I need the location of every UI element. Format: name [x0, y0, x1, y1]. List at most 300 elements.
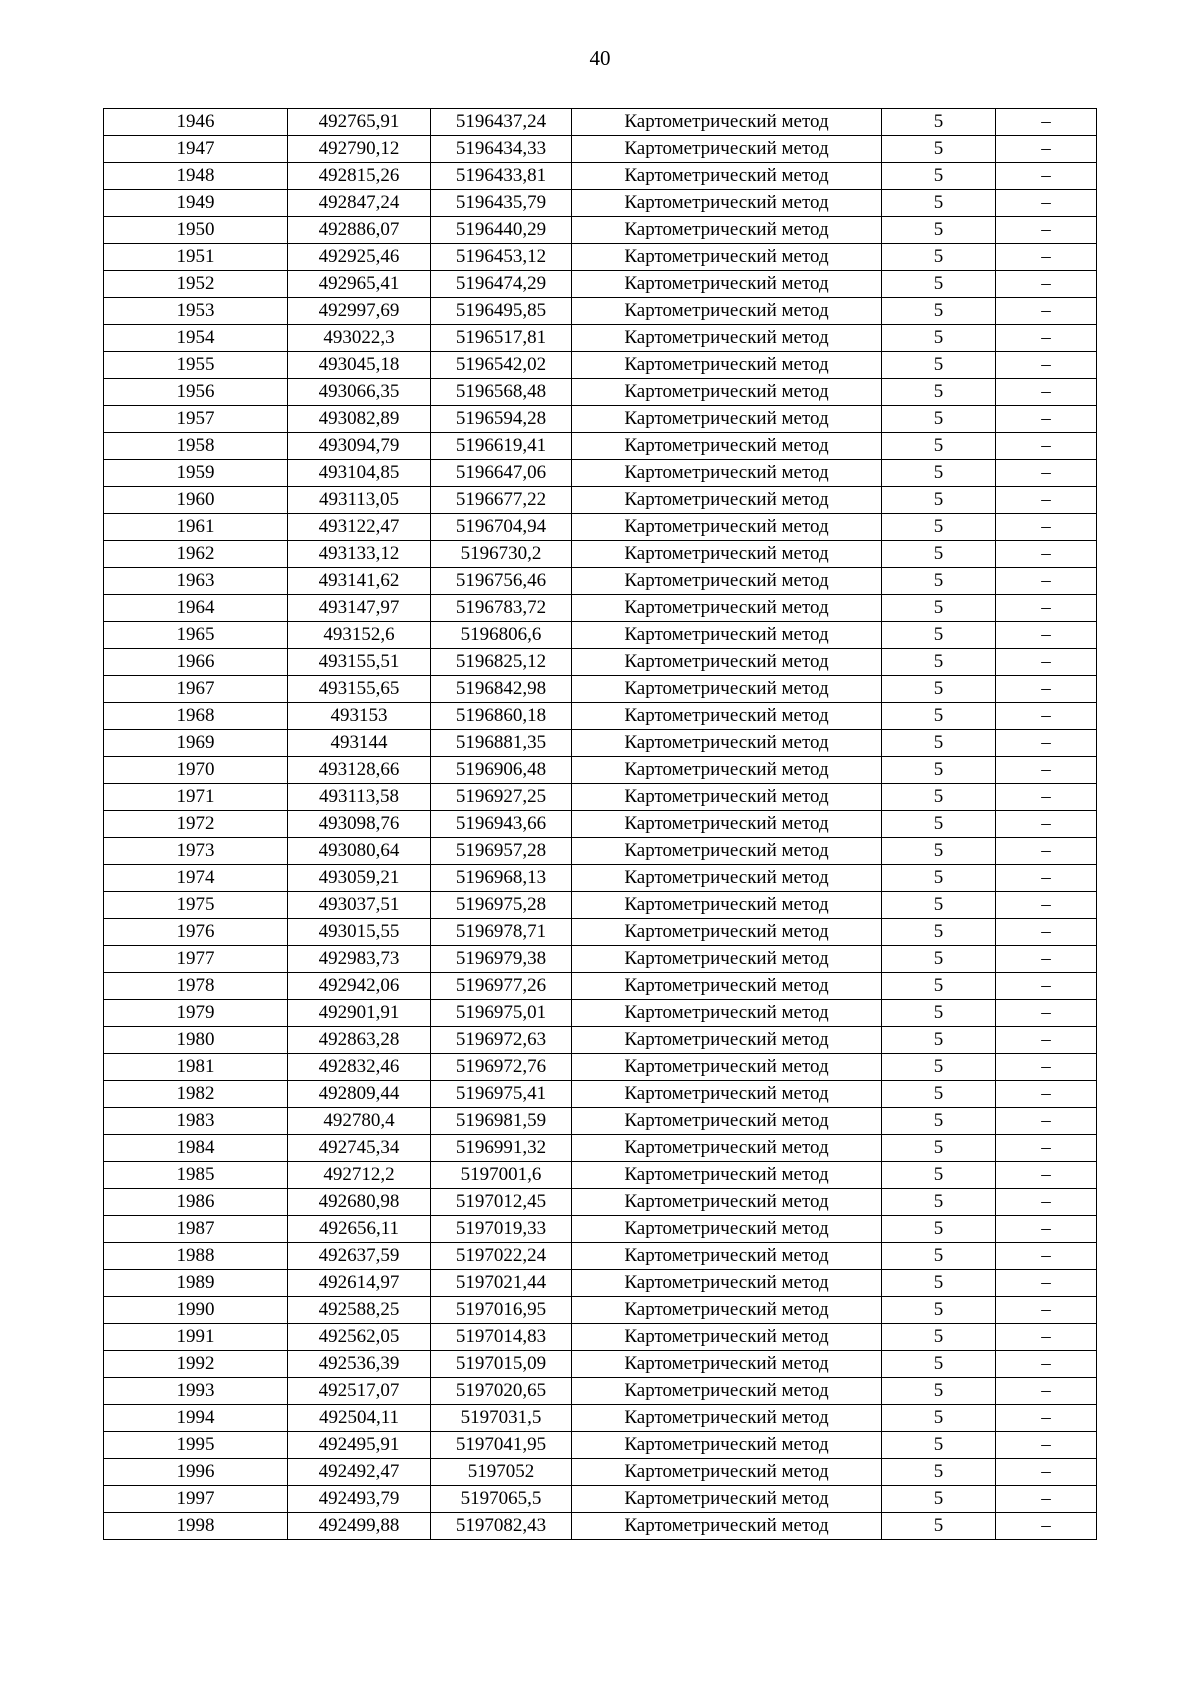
note-cell: – — [996, 433, 1097, 460]
point-number-cell: 1983 — [104, 1108, 288, 1135]
x-coordinate-cell: 492493,79 — [288, 1486, 431, 1513]
table-row — [104, 1108, 1097, 1135]
x-coordinate-cell: 492886,07 — [288, 217, 431, 244]
x-coordinate-cell: 492745,34 — [288, 1135, 431, 1162]
accuracy-cell: 5 — [882, 460, 996, 487]
point-number-cell: 1952 — [104, 271, 288, 298]
x-coordinate-cell: 492942,06 — [288, 973, 431, 1000]
note-cell: – — [996, 1216, 1097, 1243]
y-coordinate-cell: 5196977,26 — [431, 973, 572, 1000]
method-cell: Картометрический метод — [572, 838, 882, 865]
x-coordinate-cell: 493113,58 — [288, 784, 431, 811]
y-coordinate-cell: 5197012,45 — [431, 1189, 572, 1216]
y-coordinate-cell: 5197052 — [431, 1459, 572, 1486]
point-number-cell: 1953 — [104, 298, 288, 325]
point-number-cell: 1995 — [104, 1432, 288, 1459]
table-row — [104, 352, 1097, 379]
x-coordinate-cell: 492983,73 — [288, 946, 431, 973]
method-cell: Картометрический метод — [572, 1459, 882, 1486]
y-coordinate-cell: 5196568,48 — [431, 379, 572, 406]
x-coordinate-cell: 493155,65 — [288, 676, 431, 703]
y-coordinate-cell: 5196495,85 — [431, 298, 572, 325]
accuracy-cell: 5 — [882, 1135, 996, 1162]
method-cell: Картометрический метод — [572, 1216, 882, 1243]
point-number-cell: 1962 — [104, 541, 288, 568]
x-coordinate-cell: 493015,55 — [288, 919, 431, 946]
x-coordinate-cell: 492562,05 — [288, 1324, 431, 1351]
method-cell: Картометрический метод — [572, 730, 882, 757]
table-row — [104, 406, 1097, 433]
table-row — [104, 487, 1097, 514]
point-number-cell: 1996 — [104, 1459, 288, 1486]
accuracy-cell: 5 — [882, 541, 996, 568]
table-row — [104, 298, 1097, 325]
method-cell: Картометрический метод — [572, 1270, 882, 1297]
table-row — [104, 568, 1097, 595]
table-row — [104, 136, 1097, 163]
method-cell: Картометрический метод — [572, 1081, 882, 1108]
method-cell: Картометрический метод — [572, 1189, 882, 1216]
x-coordinate-cell: 493144 — [288, 730, 431, 757]
note-cell: – — [996, 1135, 1097, 1162]
note-cell: – — [996, 892, 1097, 919]
method-cell: Картометрический метод — [572, 811, 882, 838]
point-number-cell: 1978 — [104, 973, 288, 1000]
method-cell: Картометрический метод — [572, 514, 882, 541]
note-cell: – — [996, 1432, 1097, 1459]
accuracy-cell: 5 — [882, 676, 996, 703]
point-number-cell: 1986 — [104, 1189, 288, 1216]
method-cell: Картометрический метод — [572, 892, 882, 919]
table-row — [104, 1324, 1097, 1351]
accuracy-cell: 5 — [882, 1054, 996, 1081]
point-number-cell: 1997 — [104, 1486, 288, 1513]
accuracy-cell: 5 — [882, 703, 996, 730]
table-row — [104, 649, 1097, 676]
point-number-cell: 1993 — [104, 1378, 288, 1405]
table-row — [104, 244, 1097, 271]
y-coordinate-cell: 5196978,71 — [431, 919, 572, 946]
note-cell: – — [996, 649, 1097, 676]
note-cell: – — [996, 838, 1097, 865]
table-row — [104, 1486, 1097, 1513]
note-cell: – — [996, 865, 1097, 892]
point-number-cell: 1994 — [104, 1405, 288, 1432]
x-coordinate-cell: 493022,3 — [288, 325, 431, 352]
y-coordinate-cell: 5197014,83 — [431, 1324, 572, 1351]
note-cell: – — [996, 703, 1097, 730]
note-cell: – — [996, 1243, 1097, 1270]
point-number-cell: 1959 — [104, 460, 288, 487]
note-cell: – — [996, 946, 1097, 973]
x-coordinate-cell: 492588,25 — [288, 1297, 431, 1324]
point-number-cell: 1963 — [104, 568, 288, 595]
note-cell: – — [996, 757, 1097, 784]
point-number-cell: 1976 — [104, 919, 288, 946]
note-cell: – — [996, 676, 1097, 703]
table-row — [104, 946, 1097, 973]
x-coordinate-cell: 492863,28 — [288, 1027, 431, 1054]
method-cell: Картометрический метод — [572, 379, 882, 406]
y-coordinate-cell: 5196594,28 — [431, 406, 572, 433]
x-coordinate-cell: 493128,66 — [288, 757, 431, 784]
accuracy-cell: 5 — [882, 325, 996, 352]
point-number-cell: 1968 — [104, 703, 288, 730]
method-cell: Картометрический метод — [572, 1135, 882, 1162]
accuracy-cell: 5 — [882, 1405, 996, 1432]
x-coordinate-cell: 493104,85 — [288, 460, 431, 487]
accuracy-cell: 5 — [882, 784, 996, 811]
note-cell: – — [996, 1351, 1097, 1378]
method-cell: Картометрический метод — [572, 1108, 882, 1135]
y-coordinate-cell: 5196730,2 — [431, 541, 572, 568]
method-cell: Картометрический метод — [572, 1027, 882, 1054]
note-cell: – — [996, 1324, 1097, 1351]
note-cell: – — [996, 163, 1097, 190]
accuracy-cell: 5 — [882, 1081, 996, 1108]
point-number-cell: 1966 — [104, 649, 288, 676]
note-cell: – — [996, 379, 1097, 406]
method-cell: Картометрический метод — [572, 1432, 882, 1459]
x-coordinate-cell: 492536,39 — [288, 1351, 431, 1378]
accuracy-cell: 5 — [882, 811, 996, 838]
accuracy-cell: 5 — [882, 892, 996, 919]
x-coordinate-cell: 493153 — [288, 703, 431, 730]
table-row — [104, 163, 1097, 190]
note-cell: – — [996, 784, 1097, 811]
accuracy-cell: 5 — [882, 649, 996, 676]
accuracy-cell: 5 — [882, 352, 996, 379]
accuracy-cell: 5 — [882, 1486, 996, 1513]
note-cell: – — [996, 487, 1097, 514]
accuracy-cell: 5 — [882, 379, 996, 406]
accuracy-cell: 5 — [882, 1000, 996, 1027]
x-coordinate-cell: 492680,98 — [288, 1189, 431, 1216]
point-number-cell: 1992 — [104, 1351, 288, 1378]
table-row — [104, 973, 1097, 1000]
method-cell: Картометрический метод — [572, 325, 882, 352]
method-cell: Картометрический метод — [572, 217, 882, 244]
point-number-cell: 1970 — [104, 757, 288, 784]
method-cell: Картометрический метод — [572, 865, 882, 892]
x-coordinate-cell: 492637,59 — [288, 1243, 431, 1270]
method-cell: Картометрический метод — [572, 298, 882, 325]
point-number-cell: 1989 — [104, 1270, 288, 1297]
method-cell: Картометрический метод — [572, 352, 882, 379]
y-coordinate-cell: 5196881,35 — [431, 730, 572, 757]
table-row — [104, 433, 1097, 460]
note-cell: – — [996, 622, 1097, 649]
table-row — [104, 757, 1097, 784]
accuracy-cell: 5 — [882, 1189, 996, 1216]
accuracy-cell: 5 — [882, 487, 996, 514]
table-row — [104, 1351, 1097, 1378]
x-coordinate-cell: 492765,91 — [288, 109, 431, 136]
x-coordinate-cell: 492492,47 — [288, 1459, 431, 1486]
accuracy-cell: 5 — [882, 1162, 996, 1189]
y-coordinate-cell: 5197020,65 — [431, 1378, 572, 1405]
table-row — [104, 919, 1097, 946]
point-number-cell: 1974 — [104, 865, 288, 892]
method-cell: Картометрический метод — [572, 676, 882, 703]
y-coordinate-cell: 5196756,46 — [431, 568, 572, 595]
point-number-cell: 1967 — [104, 676, 288, 703]
method-cell: Картометрический метод — [572, 973, 882, 1000]
table-row — [104, 811, 1097, 838]
point-number-cell: 1964 — [104, 595, 288, 622]
method-cell: Картометрический метод — [572, 1405, 882, 1432]
note-cell: – — [996, 1459, 1097, 1486]
accuracy-cell: 5 — [882, 406, 996, 433]
table-row — [104, 1216, 1097, 1243]
method-cell: Картометрический метод — [572, 649, 882, 676]
method-cell: Картометрический метод — [572, 271, 882, 298]
point-number-cell: 1977 — [104, 946, 288, 973]
note-cell: – — [996, 352, 1097, 379]
table-row — [104, 1189, 1097, 1216]
point-number-cell: 1984 — [104, 1135, 288, 1162]
table-row — [104, 541, 1097, 568]
y-coordinate-cell: 5196991,32 — [431, 1135, 572, 1162]
note-cell: – — [996, 460, 1097, 487]
y-coordinate-cell: 5196975,01 — [431, 1000, 572, 1027]
point-number-cell: 1980 — [104, 1027, 288, 1054]
method-cell: Картометрический метод — [572, 1324, 882, 1351]
note-cell: – — [996, 811, 1097, 838]
x-coordinate-cell: 492809,44 — [288, 1081, 431, 1108]
accuracy-cell: 5 — [882, 1324, 996, 1351]
x-coordinate-cell: 492780,4 — [288, 1108, 431, 1135]
table-row — [104, 379, 1097, 406]
table-row — [104, 1513, 1097, 1540]
accuracy-cell: 5 — [882, 163, 996, 190]
note-cell: – — [996, 271, 1097, 298]
x-coordinate-cell: 492997,69 — [288, 298, 431, 325]
y-coordinate-cell: 5196474,29 — [431, 271, 572, 298]
accuracy-cell: 5 — [882, 730, 996, 757]
y-coordinate-cell: 5196433,81 — [431, 163, 572, 190]
y-coordinate-cell: 5196906,48 — [431, 757, 572, 784]
y-coordinate-cell: 5196619,41 — [431, 433, 572, 460]
point-number-cell: 1961 — [104, 514, 288, 541]
y-coordinate-cell: 5197031,5 — [431, 1405, 572, 1432]
table-row — [104, 730, 1097, 757]
point-number-cell: 1951 — [104, 244, 288, 271]
point-number-cell: 1982 — [104, 1081, 288, 1108]
x-coordinate-cell: 493152,6 — [288, 622, 431, 649]
point-number-cell: 1948 — [104, 163, 288, 190]
accuracy-cell: 5 — [882, 1459, 996, 1486]
table-row — [104, 1054, 1097, 1081]
x-coordinate-cell: 492901,91 — [288, 1000, 431, 1027]
accuracy-cell: 5 — [882, 595, 996, 622]
table-row — [104, 1432, 1097, 1459]
x-coordinate-cell: 492815,26 — [288, 163, 431, 190]
method-cell: Картометрический метод — [572, 136, 882, 163]
table-row — [104, 1405, 1097, 1432]
table-row — [104, 109, 1097, 136]
method-cell: Картометрический метод — [572, 568, 882, 595]
table-row — [104, 217, 1097, 244]
method-cell: Картометрический метод — [572, 1351, 882, 1378]
method-cell: Картометрический метод — [572, 541, 882, 568]
x-coordinate-cell: 493037,51 — [288, 892, 431, 919]
y-coordinate-cell: 5197065,5 — [431, 1486, 572, 1513]
accuracy-cell: 5 — [882, 514, 996, 541]
note-cell: – — [996, 1054, 1097, 1081]
accuracy-cell: 5 — [882, 298, 996, 325]
y-coordinate-cell: 5196972,63 — [431, 1027, 572, 1054]
y-coordinate-cell: 5196435,79 — [431, 190, 572, 217]
point-number-cell: 1950 — [104, 217, 288, 244]
note-cell: – — [996, 973, 1097, 1000]
point-number-cell: 1985 — [104, 1162, 288, 1189]
accuracy-cell: 5 — [882, 271, 996, 298]
y-coordinate-cell: 5196806,6 — [431, 622, 572, 649]
table-row — [104, 784, 1097, 811]
point-number-cell: 1965 — [104, 622, 288, 649]
point-number-cell: 1949 — [104, 190, 288, 217]
note-cell: – — [996, 1189, 1097, 1216]
method-cell: Картометрический метод — [572, 595, 882, 622]
x-coordinate-cell: 493082,89 — [288, 406, 431, 433]
x-coordinate-cell: 492965,41 — [288, 271, 431, 298]
point-number-cell: 1958 — [104, 433, 288, 460]
point-number-cell: 1947 — [104, 136, 288, 163]
x-coordinate-cell: 492656,11 — [288, 1216, 431, 1243]
accuracy-cell: 5 — [882, 838, 996, 865]
accuracy-cell: 5 — [882, 973, 996, 1000]
y-coordinate-cell: 5197021,44 — [431, 1270, 572, 1297]
accuracy-cell: 5 — [882, 1351, 996, 1378]
method-cell: Картометрический метод — [572, 1000, 882, 1027]
y-coordinate-cell: 5196437,24 — [431, 109, 572, 136]
y-coordinate-cell: 5196957,28 — [431, 838, 572, 865]
note-cell: – — [996, 1081, 1097, 1108]
x-coordinate-cell: 493133,12 — [288, 541, 431, 568]
accuracy-cell: 5 — [882, 1378, 996, 1405]
method-cell: Картометрический метод — [572, 1243, 882, 1270]
x-coordinate-cell: 493147,97 — [288, 595, 431, 622]
table-row — [104, 1000, 1097, 1027]
point-number-cell: 1981 — [104, 1054, 288, 1081]
y-coordinate-cell: 5197001,6 — [431, 1162, 572, 1189]
table-row — [104, 1459, 1097, 1486]
note-cell: – — [996, 595, 1097, 622]
x-coordinate-cell: 492790,12 — [288, 136, 431, 163]
accuracy-cell: 5 — [882, 865, 996, 892]
table-row — [104, 460, 1097, 487]
x-coordinate-cell: 493080,64 — [288, 838, 431, 865]
accuracy-cell: 5 — [882, 1513, 996, 1540]
point-number-cell: 1979 — [104, 1000, 288, 1027]
accuracy-cell: 5 — [882, 1432, 996, 1459]
note-cell: – — [996, 325, 1097, 352]
method-cell: Картометрический метод — [572, 460, 882, 487]
accuracy-cell: 5 — [882, 1216, 996, 1243]
method-cell: Картометрический метод — [572, 190, 882, 217]
method-cell: Картометрический метод — [572, 946, 882, 973]
x-coordinate-cell: 493045,18 — [288, 352, 431, 379]
table-row — [104, 1297, 1097, 1324]
point-number-cell: 1988 — [104, 1243, 288, 1270]
table-row — [104, 703, 1097, 730]
x-coordinate-cell: 492925,46 — [288, 244, 431, 271]
table-row — [104, 271, 1097, 298]
y-coordinate-cell: 5196943,66 — [431, 811, 572, 838]
y-coordinate-cell: 5197022,24 — [431, 1243, 572, 1270]
method-cell: Картометрический метод — [572, 1054, 882, 1081]
note-cell: – — [996, 730, 1097, 757]
method-cell: Картометрический метод — [572, 163, 882, 190]
point-number-cell: 1971 — [104, 784, 288, 811]
x-coordinate-cell: 492712,2 — [288, 1162, 431, 1189]
note-cell: – — [996, 1486, 1097, 1513]
y-coordinate-cell: 5196440,29 — [431, 217, 572, 244]
y-coordinate-cell: 5196968,13 — [431, 865, 572, 892]
accuracy-cell: 5 — [882, 217, 996, 244]
y-coordinate-cell: 5196517,81 — [431, 325, 572, 352]
point-number-cell: 1956 — [104, 379, 288, 406]
method-cell: Картометрический метод — [572, 244, 882, 271]
y-coordinate-cell: 5197041,95 — [431, 1432, 572, 1459]
method-cell: Картометрический метод — [572, 919, 882, 946]
y-coordinate-cell: 5196927,25 — [431, 784, 572, 811]
method-cell: Картометрический метод — [572, 1378, 882, 1405]
y-coordinate-cell: 5196981,59 — [431, 1108, 572, 1135]
table-row — [104, 1081, 1097, 1108]
accuracy-cell: 5 — [882, 1108, 996, 1135]
method-cell: Картометрический метод — [572, 487, 882, 514]
note-cell: – — [996, 1108, 1097, 1135]
y-coordinate-cell: 5197015,09 — [431, 1351, 572, 1378]
point-number-cell: 1998 — [104, 1513, 288, 1540]
note-cell: – — [996, 109, 1097, 136]
table-row — [104, 838, 1097, 865]
y-coordinate-cell: 5196453,12 — [431, 244, 572, 271]
note-cell: – — [996, 1162, 1097, 1189]
method-cell: Картометрический метод — [572, 1513, 882, 1540]
x-coordinate-cell: 492499,88 — [288, 1513, 431, 1540]
point-number-cell: 1960 — [104, 487, 288, 514]
x-coordinate-cell: 492614,97 — [288, 1270, 431, 1297]
method-cell: Картометрический метод — [572, 622, 882, 649]
accuracy-cell: 5 — [882, 1270, 996, 1297]
y-coordinate-cell: 5196975,41 — [431, 1081, 572, 1108]
note-cell: – — [996, 244, 1097, 271]
table-row — [104, 1135, 1097, 1162]
accuracy-cell: 5 — [882, 1297, 996, 1324]
accuracy-cell: 5 — [882, 1243, 996, 1270]
x-coordinate-cell: 492504,11 — [288, 1405, 431, 1432]
point-number-cell: 1990 — [104, 1297, 288, 1324]
accuracy-cell: 5 — [882, 109, 996, 136]
method-cell: Картометрический метод — [572, 406, 882, 433]
method-cell: Картометрический метод — [572, 1162, 882, 1189]
note-cell: – — [996, 514, 1097, 541]
y-coordinate-cell: 5197016,95 — [431, 1297, 572, 1324]
x-coordinate-cell: 493113,05 — [288, 487, 431, 514]
method-cell: Картометрический метод — [572, 1486, 882, 1513]
x-coordinate-cell: 493141,62 — [288, 568, 431, 595]
page-number: 40 — [589, 46, 611, 70]
y-coordinate-cell: 5196975,28 — [431, 892, 572, 919]
method-cell: Картометрический метод — [572, 757, 882, 784]
coordinates-table-body — [104, 109, 1097, 1540]
method-cell: Картометрический метод — [572, 433, 882, 460]
y-coordinate-cell: 5197082,43 — [431, 1513, 572, 1540]
table-row — [104, 1378, 1097, 1405]
